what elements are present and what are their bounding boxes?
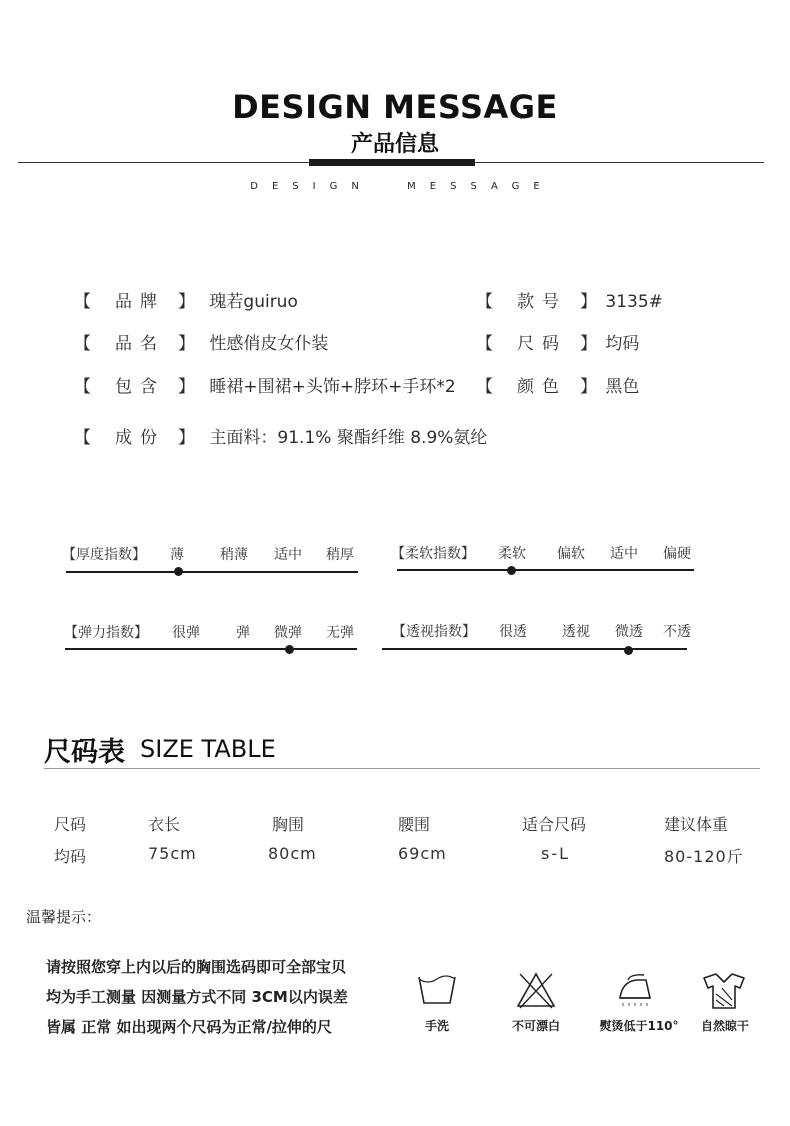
softness-scale-line <box>397 569 694 571</box>
size-table-cell: 80-120斤 <box>664 847 744 866</box>
care-label: 不可漂白 <box>511 1019 560 1033</box>
transparency-option-2: 微透 <box>615 624 643 640</box>
info-material-value: 主面料：91.1% 聚酯纤维 8.9%氨纶 <box>209 428 488 448</box>
info-size-value: 均码 <box>605 334 640 354</box>
thickness-scale-line <box>66 571 358 573</box>
transparency-index-label: 【透视指数】 <box>392 624 476 640</box>
softness-option-2: 适中 <box>610 546 638 562</box>
elasticity-option-3: 无弹 <box>326 625 354 641</box>
thickness-option-2: 适中 <box>274 547 302 563</box>
size-table-header: 腰围 <box>398 815 431 834</box>
softness-scale-marker <box>507 566 516 575</box>
info-product-name-label: 品名 <box>115 334 165 354</box>
info-includes: 【 包含 】 睡裙+围裙+头饰+脖环+手环*2 <box>74 377 456 397</box>
info-size-label: 尺码 <box>517 334 567 354</box>
size-table-header: 适合尺码 <box>522 815 587 834</box>
care-label: 手洗 <box>424 1019 449 1033</box>
softness-option-1: 偏软 <box>557 546 585 562</box>
header-subtitle: DESIGN MESSAGE <box>250 181 554 192</box>
thickness-option-3: 稍厚 <box>326 547 354 563</box>
care-label: 自然晾干 <box>700 1019 749 1033</box>
iron-icon <box>614 972 656 1008</box>
info-includes-value: 睡裙+围裙+头饰+脖环+手环*2 <box>209 377 456 397</box>
transparency-option-1: 透视 <box>562 624 590 640</box>
thickness-option-1: 稍薄 <box>220 547 248 563</box>
care-label: 熨烫低于110° <box>599 1019 679 1033</box>
info-product-name: 【 品名 】 性感俏皮女仆装 <box>74 334 329 354</box>
size-table-header: 衣长 <box>148 815 181 834</box>
hand-wash-icon <box>416 973 458 1007</box>
size-table-cell: s-L <box>541 844 571 863</box>
softness-option-3: 偏硬 <box>663 546 691 562</box>
softness-index-label: 【柔软指数】 <box>391 546 475 562</box>
header-title-en: DESIGN MESSAGE <box>232 88 558 126</box>
transparency-scale-marker <box>624 646 633 655</box>
info-size: 【 尺码 】 均码 <box>476 334 640 354</box>
info-brand-label: 品牌 <box>115 292 165 312</box>
info-color-value: 黑色 <box>605 377 640 397</box>
size-table-header: 胸围 <box>272 815 305 834</box>
info-includes-label: 包含 <box>115 377 165 397</box>
size-table-divider <box>44 768 760 769</box>
info-style-no-label: 款号 <box>517 292 567 312</box>
info-material-label: 成份 <box>115 428 165 448</box>
info-style-no-value: 3135# <box>605 292 663 312</box>
size-table-header: 建议体重 <box>664 815 729 834</box>
elasticity-index-label: 【弹力指数】 <box>64 625 148 641</box>
dry-flat-icon <box>702 972 746 1010</box>
tips-line: 请按照您穿上内以后的胸围选码即可全部宝贝 <box>46 958 347 976</box>
thickness-scale-marker <box>174 567 183 576</box>
softness-option-0: 柔软 <box>498 546 526 562</box>
info-brand-value: 瑰若guiruo <box>209 292 298 312</box>
info-material: 【 成份 】 主面料：91.1% 聚酯纤维 8.9%氨纶 <box>74 428 488 448</box>
size-table-title-en: SIZE TABLE <box>140 735 276 763</box>
elasticity-option-2: 微弹 <box>274 625 302 641</box>
size-table-cell: 80cm <box>268 844 317 863</box>
info-product-name-value: 性感俏皮女仆装 <box>209 334 329 354</box>
thickness-index-label: 【厚度指数】 <box>62 547 146 563</box>
transparency-scale-line <box>382 648 687 650</box>
size-table-cell: 69cm <box>398 844 447 863</box>
tips-line: 均为手工测量 因测量方式不同 3CM以内误差 <box>46 988 348 1006</box>
header-accent-bar <box>309 159 475 166</box>
no-bleach-icon <box>515 971 557 1009</box>
transparency-option-3: 不透 <box>663 624 691 640</box>
size-table-header: 尺码 <box>54 815 87 834</box>
info-style-no: 【 款号 】 3135# <box>476 292 663 312</box>
info-color: 【 颜色 】 黑色 <box>476 377 640 397</box>
elasticity-option-1: 弹 <box>236 625 250 641</box>
size-table-title-cn: 尺码表 <box>44 737 125 768</box>
tips-line: 皆属 正常 如出现两个尺码为正常/拉伸的尺 <box>46 1018 332 1036</box>
info-brand: 【 品牌 】 瑰若guiruo <box>74 292 298 312</box>
size-table-cell: 75cm <box>148 844 197 863</box>
elasticity-option-0: 很弹 <box>172 625 200 641</box>
elasticity-scale-line <box>65 648 357 650</box>
transparency-option-0: 很透 <box>499 624 527 640</box>
thickness-option-0: 薄 <box>170 547 184 563</box>
elasticity-scale-marker <box>285 645 294 654</box>
header-title-cn: 产品信息 <box>350 132 439 157</box>
tips-title: 温馨提示： <box>26 908 102 926</box>
info-color-label: 颜色 <box>517 377 567 397</box>
size-table-cell: 均码 <box>54 847 87 866</box>
